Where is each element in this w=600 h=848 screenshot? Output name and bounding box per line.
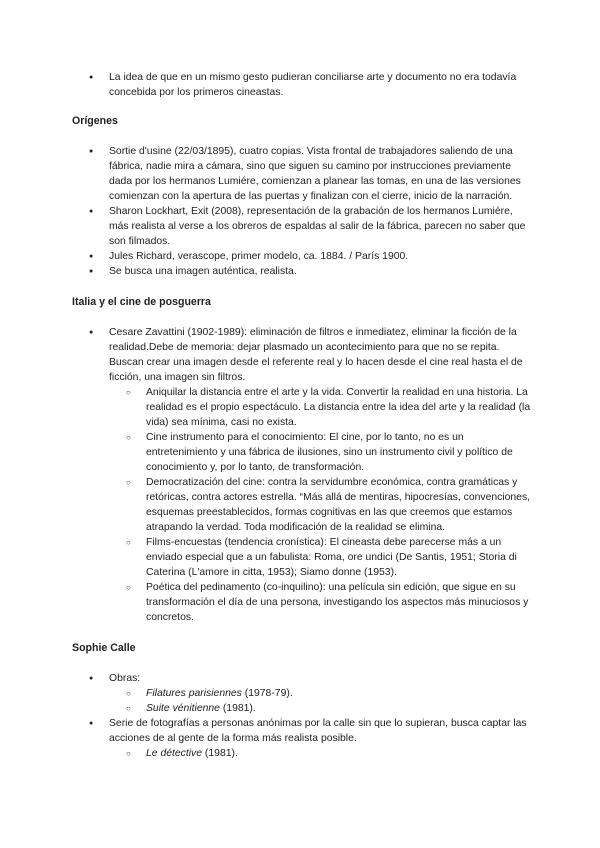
list-item (72, 70, 532, 100)
list-item (72, 264, 532, 279)
work-year: (1981). (219, 703, 256, 714)
list-item-text: Jules Richard, verascope, primer modelo, ca. 1884. / París 1900. (109, 251, 409, 262)
list-item (72, 204, 532, 249)
list-item-text: Sharon Lockhart, Exit (2008), representación de la grabación de los hermanos Lumiére, más realista al verse a los obreros de espaldas al salir de la fábrica, parecen no saber que son filmados. (109, 206, 526, 247)
list-item-text: Se busca una imagen auténtica, realista. (109, 266, 297, 277)
list-item-text: La idea de que en un mismo gesto pudieran conciliarse arte y documento no era todavía concebida por los primeros cineastas. (109, 72, 517, 98)
section-heading-italia: Italia y el cine de posguerra (72, 296, 211, 308)
work-year: (1981). (202, 748, 238, 759)
intro-list (72, 70, 532, 100)
sublist-item (72, 580, 532, 625)
sublist-item (72, 430, 532, 475)
sublist-item (72, 385, 532, 430)
zavattini-sublist (109, 385, 532, 625)
list-item-text: Sortie d'usine (22/03/1895), cuatro copias. Vista frontal de trabajadores saliendo de una fábrica, nadie mira a cámara, sino que siguen su camino por instrucciones previamente dada por los hermanos Lumiére, comienzan a planear las tomas, en una de las versiones comienzan con la apertura de las puertas y finalizan con el cierre, inicio de la narración. (109, 146, 521, 202)
list-item (72, 144, 532, 204)
document-body (72, 70, 532, 761)
sublist-item-text: Cine instrumento para el conocimiento: El cine, por lo tanto, no es un entretenimiento y una fábrica de ilusiones, sino un instrumento civil y político de conocimiento y, por lo tanto, de transformación. (146, 432, 513, 473)
sublist-item-text: Democratización del cine: contra la servidumbre económica, contra gramáticas y retóricas, contra actores estrella. “Más allá de mentiras, hipocresías, convenciones, esquemas preestablecidos, formas cognitivas en las que creemos que estamos atrapando la verdad. Toda modificación de la realidad se elimina. (146, 477, 531, 533)
list-item-text: Obras: (109, 673, 141, 684)
sublist-item-text: Poética del pedinamento (co-inquilino): una película sin edición, que sigue en su transformación el día de una persona, investigando los aspectos más minuciosos y concretos. (146, 582, 529, 623)
sublist-item (72, 686, 532, 701)
work-title: Le détective (146, 748, 203, 759)
list-item (72, 716, 532, 761)
sublist-item (72, 535, 532, 580)
italia-list (72, 325, 532, 625)
origenes-list (72, 144, 532, 279)
work-title: Filatures parisiennes (146, 688, 242, 699)
work-title: Suite vénitienne (146, 703, 220, 714)
section-heading-sophie-calle: Sophie Calle (72, 642, 136, 654)
sublist-item (72, 746, 532, 761)
sublist-item-text: Aniquilar la distancia entre el arte y la vida. Convertir la realidad en una historia. La realidad es el propio espectáculo. La distancia entre la idea del arte y la realidad (la vida) sea mínima, casi no exista. (146, 387, 531, 428)
sublist-item-text: Films-encuestas (tendencia cronística): El cineasta debe parecerse más a un enviado especial que a un fabulista: Roma, ore undici (De Santis, 1951; Storia di Caterina (L'amore in citta, 1953); Siamo donne (1953). (146, 537, 517, 578)
sublist-item (72, 475, 532, 535)
obras-sublist (109, 686, 532, 716)
sophie-calle-list (72, 671, 532, 761)
list-item (72, 671, 532, 716)
list-item (72, 325, 532, 625)
list-item (72, 249, 532, 264)
list-item-text: Cesare Zavattini (1902-1989): eliminación de filtros e inmediatez, eliminar la ficción de la realidad.Debe de memoria: dejar plasmado un acontecimiento para que no se repita. Buscan crear una imagen desde el referente real y lo hacen desde el cine real hasta el de ficción, una imagen sin filtros. (109, 327, 523, 383)
serie-sublist (109, 746, 532, 761)
work-year: (1978-79). (241, 688, 293, 699)
sublist-item (72, 701, 532, 716)
section-heading-origenes: Orígenes (72, 115, 118, 127)
list-item-text: Serie de fotografías a personas anónimas por la calle sin que lo supieran, busca captar las acciones de al gente de la forma más realista posible. (109, 718, 527, 744)
